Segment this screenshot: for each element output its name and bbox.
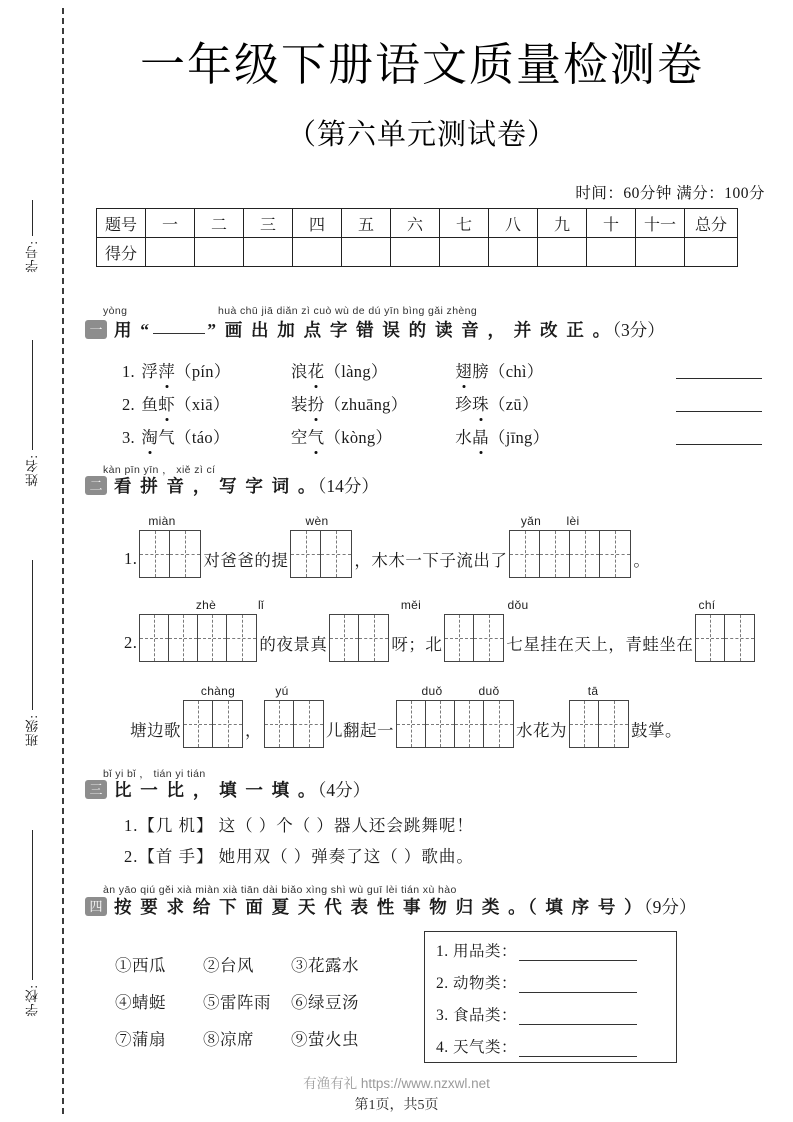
score-cell-total[interactable] [685,238,738,267]
q2-l3-pinyin-1: chàng [200,684,236,698]
q2-l1-pinyin-2: wèn [305,514,329,528]
q1-item[interactable] [141,358,286,382]
q4-category-label: 2. 动物类： [436,975,518,992]
q3-pinyin: bǐ yi bǐ ， tián yi tián [103,768,206,780]
score-table-rowlabel: 得分 [97,238,146,267]
tianzige-cell[interactable] [725,615,754,661]
score-table [96,208,738,267]
tianzige-cell[interactable] [294,701,323,747]
q1-answer-line[interactable] [676,411,762,412]
q2-l1-text-3: 。 [633,551,651,570]
q4-title-text: 按 要 求 给 下 面 夏 天 代 表 性 事 物 归 类 。（ 填 序 号 ） [114,896,644,917]
q4-title [114,896,697,917]
q1-item-pinyin: （táo） [175,428,230,447]
q4-category-label: 3. 食品类： [436,1007,518,1024]
q4-item-4[interactable]: ④蜻蜓 [115,993,166,1012]
q2-l3-text-2: 儿翻起一 [326,721,394,740]
q1-row-3 [122,424,549,448]
tianzige-grid[interactable] [139,530,201,578]
page-number: 第1页，共5页 [354,1098,439,1113]
q1-item-pre: 水 [455,428,473,447]
q1-row-index: 2. [122,395,135,414]
q2-l1-pinyin-3: yǎn [520,514,542,528]
q2-l2-pinyin-5: chí [698,598,716,612]
q2-line-2 [122,614,755,662]
tianzige-cell[interactable] [140,531,170,577]
q2-line-3 [128,700,684,748]
margin-field-label: 学校: [24,984,40,1017]
q4-item-1[interactable]: ①西瓜 [115,956,166,975]
q1-title-b: ” 画 出 加 点 字 错 误 的 读 音 ， 并 改 正 。 [207,319,613,340]
q4-category-label: 1. 用品类： [436,943,518,960]
q2-l1-pinyin-1: miàn [148,514,176,528]
q4-category-row-1[interactable] [436,939,637,961]
tianzige-cell[interactable] [213,701,242,747]
tianzige-cell[interactable] [265,701,294,747]
q2-l2-pinyin-3: měi [400,598,422,612]
binding-margin [0,0,72,1122]
q1-pinyin-left: yòng [103,305,128,317]
tianzige-cell[interactable] [570,701,599,747]
q1-item-post: 膀 [472,362,489,381]
q1-row-1 [122,358,544,382]
score-cell[interactable] [538,238,587,267]
tianzige-cell[interactable] [140,615,169,661]
margin-rule [32,200,33,236]
tianzige-cell[interactable] [696,615,725,661]
q4-heading [85,897,696,916]
q2-l3-text-1: ， [245,721,262,740]
tianzige-cell[interactable] [484,701,513,747]
q4-category-label: 4. 天气类： [436,1039,518,1056]
q1-item[interactable] [455,391,538,415]
q3-row-chars: 【几 机】 [138,816,214,835]
q1-item-dotted-char: 晶 [472,424,489,448]
tianzige-cell[interactable] [540,531,570,577]
tianzige-cell[interactable] [321,531,351,577]
q1-answer-line[interactable] [676,444,762,445]
q1-item-dotted-char: 翅 [455,358,472,382]
q1-title [114,319,665,340]
tianzige-grid[interactable] [139,614,257,662]
q3-row-2[interactable] [124,843,474,867]
score-table-col-10: 十 [587,209,636,238]
q1-row-2 [122,391,539,415]
tianzige-cell[interactable] [397,701,426,747]
score-table-col-6: 六 [391,209,440,238]
margin-field-xuehao [12,200,52,273]
tianzige-cell[interactable] [170,531,200,577]
q4-number-badge: 四 [85,897,107,916]
score-table-col-7: 七 [440,209,489,238]
q1-number-badge: 一 [85,320,107,339]
score-table-rowlabel: 题号 [97,209,146,238]
tianzige-cell[interactable] [600,531,630,577]
q2-l2-pinyin-4: dǒu [507,598,529,612]
q1-item[interactable] [291,358,451,382]
q3-title-text: 比 一 比 ， 填 一 填 。 [114,779,318,800]
q1-item-pinyin: （xiā） [175,395,230,414]
margin-rule [32,560,33,710]
tianzige-cell[interactable] [198,615,227,661]
score-table-col-total: 总分 [685,209,738,238]
q3-number-badge: 三 [85,780,107,799]
q4-item-5[interactable]: ⑤雷阵雨 [203,993,271,1012]
score-cell[interactable] [195,238,244,267]
q1-item-pinyin: （pín） [175,362,231,381]
margin-rule [32,340,33,450]
score-cell[interactable] [489,238,538,267]
score-cell[interactable] [244,238,293,267]
tianzige-cell[interactable] [599,701,628,747]
q1-item[interactable] [291,391,451,415]
q1-item-dotted-char: 虾 [158,391,175,415]
q3-row-sentence: 她用双（ ）弹奏了这（ ）歌曲。 [213,847,474,866]
q1-item-pinyin: （làng） [324,362,388,381]
q4-category-row-2[interactable] [436,971,637,993]
q2-l2-text-1: 的夜景真 [259,635,328,654]
table-row-header [97,209,738,238]
q2-l2-text-3: 七星挂在天上，青蛙坐在 [506,635,694,654]
q1-row-index: 1. [122,362,135,381]
q2-l1-pinyin-4: lèi [566,514,580,528]
q1-row-index: 3. [122,428,135,447]
score-cell[interactable] [587,238,636,267]
q4-item-7[interactable]: ⑦蒲扇 [115,1030,166,1049]
score-table-col-5: 五 [342,209,391,238]
q4-score: （9分） [643,896,697,917]
q3-row-index: 1. [124,816,139,835]
score-table-col-8: 八 [489,209,538,238]
tianzige-grid[interactable] [329,614,389,662]
q2-l2-pinyin-2: lǐ [258,598,264,612]
q3-score: （4分） [317,779,371,800]
tianzige-cell[interactable] [426,701,455,747]
page-title: 一年级下册语文质量检测卷 [139,40,704,90]
margin-field-xuexiao [12,830,52,1017]
tianzige-cell[interactable] [184,701,213,747]
tianzige-cell[interactable] [455,701,484,747]
tianzige-cell[interactable] [474,615,503,661]
q3-row-chars: 【首 手】 [138,847,214,866]
q1-item-pre: 浮 [141,362,159,381]
q1-item[interactable] [141,424,286,448]
tianzige-grid[interactable] [509,530,631,578]
q2-l1-index: 1. [124,549,138,568]
q3-row-index: 2. [124,847,139,866]
q1-item-pinyin: （zhuāng） [324,395,408,414]
q1-item-dotted-char: 花 [308,358,325,382]
q1-item-dotted-char: 萍 [158,358,175,382]
margin-field-banji [12,560,52,747]
tianzige-cell[interactable] [359,615,388,661]
q1-item-dotted-char: 珠 [472,391,489,415]
q2-pinyin: kàn pīn yīn ， xiě zì cí [103,464,216,476]
q2-l3-pinyin-3: duǒ [421,684,443,698]
q4-category-blank[interactable] [519,1042,637,1057]
q1-item-dotted-char: 扮 [308,391,325,415]
q1-item-pre: 浪 [290,362,308,381]
q1-item-post: 气 [158,428,176,447]
q4-item-2[interactable]: ②台风 [203,956,254,975]
q1-heading [85,320,665,339]
q1-title-a: 用 “ [114,319,152,340]
q2-l3-pinyin-2: yú [275,684,289,698]
q4-category-row-4[interactable] [436,1035,637,1057]
q1-item[interactable] [455,358,543,382]
q1-item-pre: 鱼 [141,395,159,414]
q2-l3-text-0: 塘边歌 [130,721,181,740]
q4-category-blank[interactable] [519,946,637,961]
score-table-col-9: 九 [538,209,587,238]
score-cell[interactable] [391,238,440,267]
q4-category-blank[interactable] [519,1010,637,1025]
q1-item-pre: 珍 [455,395,473,414]
q4-pinyin: àn yāo qiú gěi xià miàn xià tiān dài biǎo xìng shì wù guī lèi tián xù hào [103,884,457,896]
exam-meta: 时间：60分钟 满分：100分 [575,185,765,202]
margin-rule [32,830,33,980]
margin-field-label: 班级: [24,714,40,747]
tianzige-grid[interactable] [569,700,629,748]
table-row-scores [97,238,738,267]
score-cell[interactable] [293,238,342,267]
score-table-col-4: 四 [293,209,342,238]
q1-item-pinyin: （zū） [488,395,539,414]
q4-item-9[interactable]: ⑨萤火虫 [291,1030,359,1049]
q1-pinyin-right: huà chū jiā diǎn zì cuò wù de dú yīn bìng gǎi zhèng [218,305,478,317]
q3-heading [85,780,370,799]
margin-field-label: 学号: [24,240,40,273]
dashed-fold-line [62,8,64,1114]
q2-title-text: 看 拼 音 ， 写 字 词 。 [114,475,318,496]
tianzige-grid[interactable] [396,700,514,748]
q1-item-pinyin: （kòng） [324,428,393,447]
q1-item-pinyin: （jīng） [488,428,550,447]
score-cell[interactable] [440,238,489,267]
q1-item[interactable] [455,424,549,448]
score-table-col-3: 三 [244,209,293,238]
q3-row-1[interactable] [124,812,474,836]
tianzige-grid[interactable] [183,700,243,748]
tianzige-grid[interactable] [290,530,352,578]
q1-item-pre: 空 [290,428,308,447]
q2-line-1 [122,530,652,578]
q4-category-row-3[interactable] [436,1003,637,1025]
tianzige-cell[interactable] [570,531,600,577]
q2-l2-index: 2. [124,633,138,652]
q2-l3-text-4: 鼓掌。 [631,721,682,740]
score-table-col-2: 二 [195,209,244,238]
q4-item-8[interactable]: ⑧凉席 [203,1030,254,1049]
q2-l1-text-2: ，木木一下子流出了 [354,551,508,570]
tianzige-cell[interactable] [510,531,540,577]
tianzige-grid[interactable] [264,700,324,748]
q1-answer-line[interactable] [676,378,762,379]
q1-item-dotted-char: 淘 [141,424,158,448]
q2-l3-pinyin-4: duǒ [478,684,500,698]
q1-item-pinyin: （chì） [488,362,544,381]
margin-field-label: 姓名: [24,454,40,487]
tianzige-cell[interactable] [445,615,474,661]
tianzige-cell[interactable] [227,615,256,661]
q2-number-badge: 二 [85,476,107,495]
page-subtitle: （第六单元测试卷） [286,119,557,151]
watermark: 有渔有礼 https://www.nzxwl.net [303,1076,490,1091]
q2-l2-pinyin-1: zhè [195,598,217,612]
tianzige-grid[interactable] [695,614,755,662]
score-table-col-1: 一 [146,209,195,238]
q2-l1-text-1: 对爸爸的提 [203,551,289,570]
q4-item-6[interactable]: ⑥绿豆汤 [291,993,359,1012]
q1-inline-blank [153,333,205,334]
q1-score: （3分） [612,319,665,340]
score-cell[interactable] [636,238,685,267]
score-table-col-11: 十一 [636,209,685,238]
q4-category-blank[interactable] [519,978,637,993]
tianzige-cell[interactable] [330,615,359,661]
q1-item[interactable] [141,391,286,415]
q3-title [114,779,371,800]
tianzige-cell[interactable] [169,615,198,661]
score-cell[interactable] [146,238,195,267]
score-cell[interactable] [342,238,391,267]
q2-l2-text-2: 呀；北 [391,635,443,654]
q3-row-sentence: 这（ ）个（ ）器人还会跳舞呢！ [213,816,474,835]
q1-item[interactable] [291,424,451,448]
q2-score: （14分） [317,475,379,496]
q4-item-3[interactable]: ③花露水 [291,956,359,975]
tianzige-cell[interactable] [291,531,321,577]
margin-field-xingming [12,340,52,487]
tianzige-grid[interactable] [444,614,504,662]
q2-heading [85,476,379,495]
q2-title [114,475,379,496]
q1-item-dotted-char: 气 [308,424,325,448]
q2-l3-pinyin-5: tā [587,684,599,698]
q1-item-pre: 装 [290,395,308,414]
q2-l3-text-3: 水花为 [516,721,567,740]
